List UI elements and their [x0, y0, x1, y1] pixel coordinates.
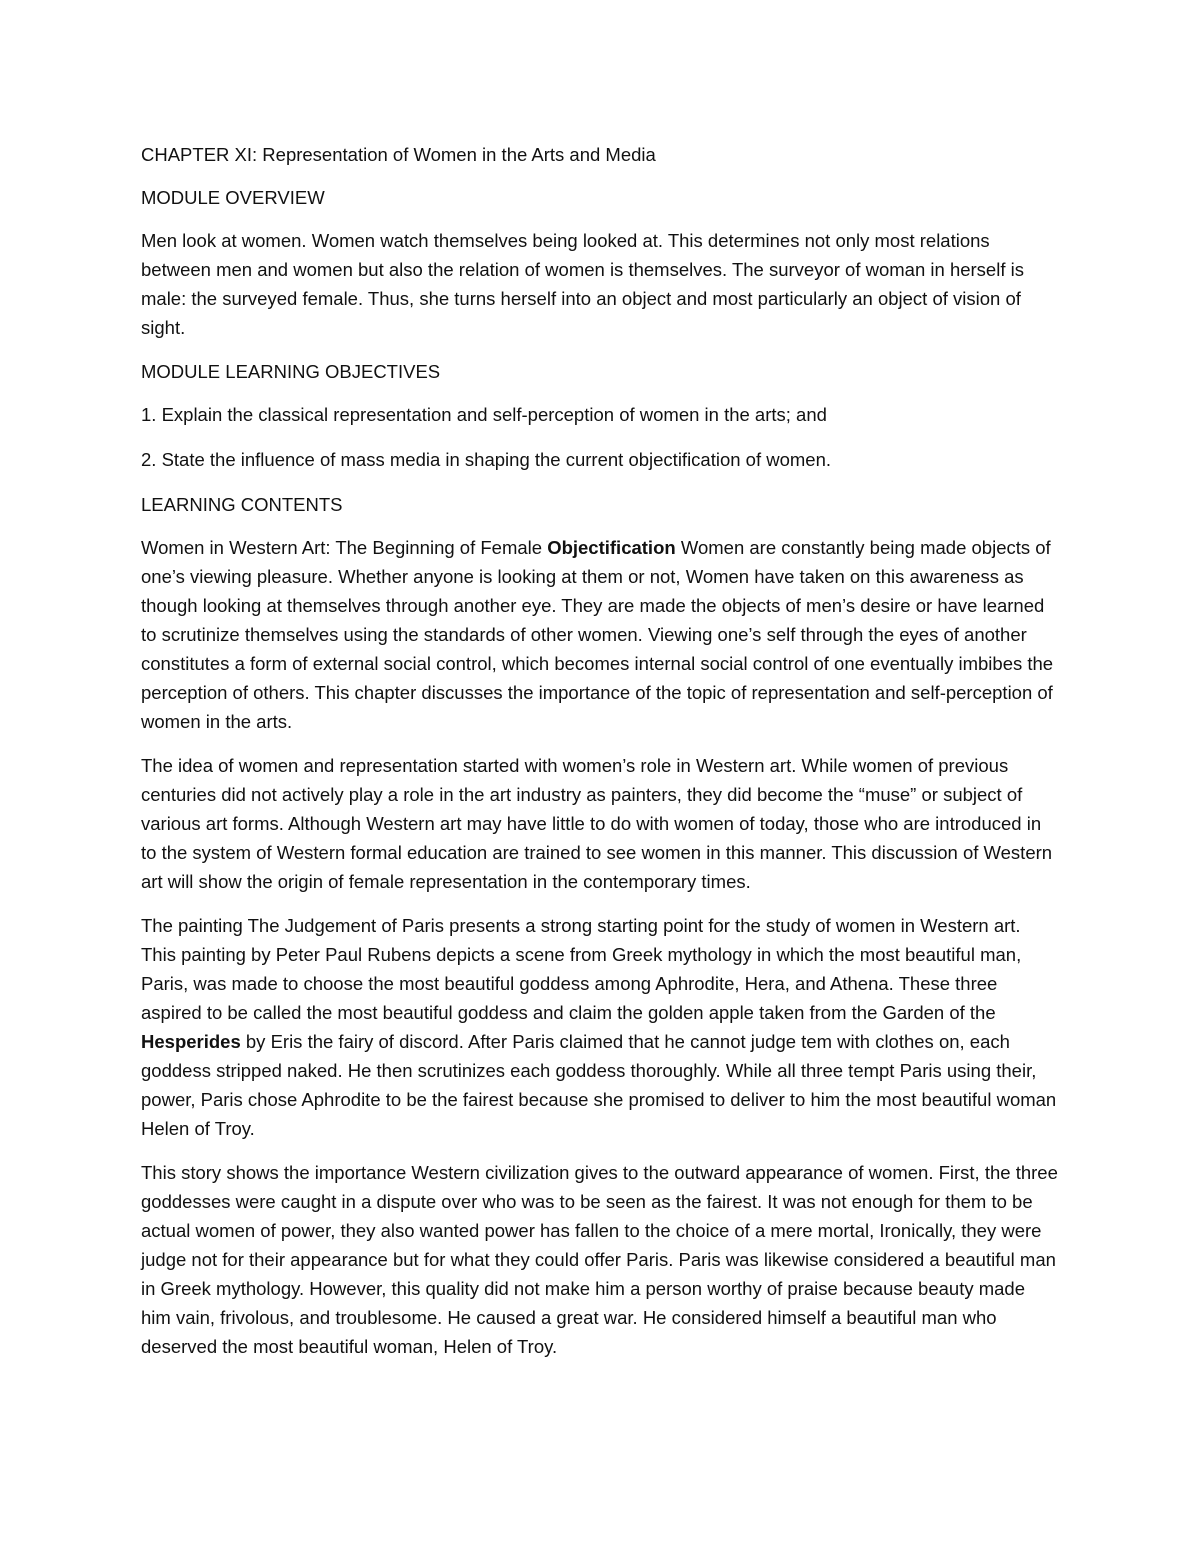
- objectives-heading: MODULE LEARNING OBJECTIVES: [141, 361, 441, 382]
- paragraph-3-rest: by Eris the fairy of discord. After Paris claimed that he cannot judge tem with clothes on, each goddess stripped naked. He then scrutinizes each goddess thoroughly. While all three tempt Paris using their, power, Paris chose Aphrodite to be the fairest because she promised to deliver to him the most beautiful woman Helen of Troy.: [141, 1031, 1057, 1139]
- content-paragraph-4: This story shows the importance Western civilization gives to the outward appearance of women. First, the three goddesses were caught in a dispute over who was to be seen as the fairest. It was not enough for them to be actual women of power, they also wanted power has fallen to the choice of a mere mortal, Ironically, they were judge not for their appearance but for what they could offer Paris. Paris was likewise considered a beautiful man in Greek mythology. However, this quality did not make him a person worthy of praise because beauty made him vain, frivolous, and troublesome. He caused a great war. He considered himself a beautiful man who deserved the most beautiful woman, Helen of Troy.: [141, 1162, 1058, 1357]
- paragraph-1-rest: Women are constantly being made objects of one’s viewing pleasure. Whether anyone is looking at them or not, Women have taken on this awareness as though looking at themselves through another eye. They are made the objects of men’s desire or have learned to scrutinize themselves using the standards of other women. Viewing one’s self through the eyes of another constitutes a form of external social control, which becomes internal social control of one eventually imbibes the perception of others. This chapter discusses the importance of the topic of representation and self-perception of women in the arts.: [141, 537, 1054, 732]
- objective-item-1: 1. Explain the classical representation and self-perception of women in the arts; and: [141, 404, 827, 425]
- overview-heading: MODULE OVERVIEW: [141, 187, 325, 208]
- paragraph-3-lead: The painting The Judgement of Paris presents a strong starting point for the study of women in Western art. This painting by Peter Paul Rubens depicts a scene from Greek mythology in which the most beautiful man, Paris, was made to choose the most beautiful goddess among Aphrodite, Hera, and Athena. These three aspired to be called the most beautiful goddess and claim the golden apple taken from the Garden of the: [141, 915, 1022, 1023]
- paragraph-1-bold: Objectification: [547, 537, 676, 558]
- content-paragraph-1: [141, 533, 1059, 736]
- objective-item-2: 2. State the influence of mass media in shaping the current objectification of women.: [141, 449, 832, 470]
- paragraph-1-lead: Women in Western Art: The Beginning of Female: [141, 537, 548, 558]
- paragraph-3-bold: Hesperides: [141, 1031, 241, 1052]
- content-paragraph-3: [141, 911, 1059, 1143]
- chapter-title: CHAPTER XI: Representation of Women in the Arts and Media: [141, 144, 656, 165]
- overview-paragraph: Men look at women. Women watch themselves being looked at. This determines not only most relations between men and women but also the relation of women is themselves. The surveyor of woman in herself is male: the surveyed female. Thus, she turns herself into an object and most particularly an object of vision of sight.: [141, 230, 1024, 338]
- content-paragraph-2: The idea of women and representation started with women’s role in Western art. While women of previous centuries did not actively play a role in the art industry as painters, they did become the “muse” or subject of various art forms. Although Western art may have little to do with women of today, those who are introduced in to the system of Western formal education are trained to see women in this manner. This discussion of Western art will show the origin of female representation in the contemporary times.: [141, 755, 1053, 892]
- contents-heading: LEARNING CONTENTS: [141, 494, 343, 515]
- document-page: [141, 140, 1059, 1376]
